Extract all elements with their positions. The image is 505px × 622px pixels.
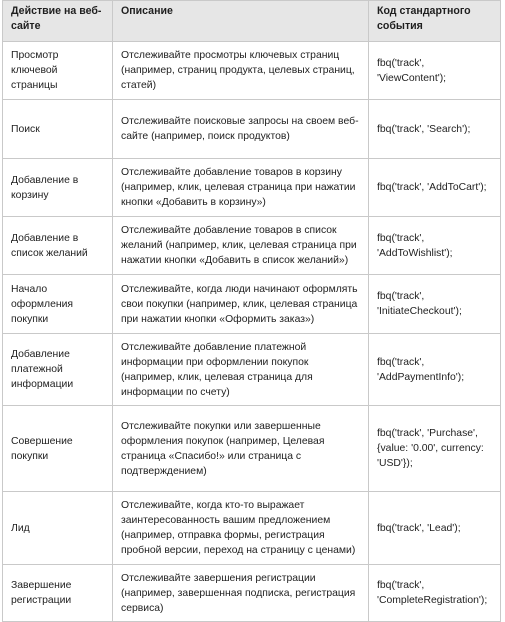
action-cell: Начало оформления покупки xyxy=(3,275,113,334)
table-row xyxy=(3,334,501,406)
header-action: Действие на веб-сайте xyxy=(3,1,113,42)
table-body xyxy=(3,42,501,622)
description-cell: Отслеживайте, когда люди начинают оформлять свои покупки (например, клик, целевая страница при нажатии кнопки «Оформить заказ») xyxy=(113,275,369,334)
header-code: Код стандартного события xyxy=(369,1,501,42)
action-cell: Лид xyxy=(3,492,113,565)
table-row xyxy=(3,275,501,334)
code-cell: fbq('track', 'AddPaymentInfo'); xyxy=(369,334,501,406)
code-cell: fbq('track', 'Lead'); xyxy=(369,492,501,565)
header-row xyxy=(3,1,501,42)
description-cell: Отслеживайте добавление товаров в корзину (например, клик, целевая страница при нажатии кнопки «Добавить в корзину») xyxy=(113,159,369,217)
code-cell: fbq('track', 'AddToCart'); xyxy=(369,159,501,217)
description-cell: Отслеживайте добавление платежной информации при оформлении покупок (например, клик, целевая страница для информации по счету) xyxy=(113,334,369,406)
table-row xyxy=(3,492,501,565)
action-cell: Поиск xyxy=(3,100,113,159)
action-cell: Добавление платежной информации xyxy=(3,334,113,406)
code-cell: fbq('track', 'ViewContent'); xyxy=(369,42,501,100)
action-cell: Добавление в список желаний xyxy=(3,217,113,275)
description-cell: Отслеживайте, когда кто-то выражает заинтересованность вашим предложением (например, отправка формы, регистрация пробной версии, переход на страницу с ценами) xyxy=(113,492,369,565)
header-description: Описание xyxy=(113,1,369,42)
code-cell: fbq('track', 'Search'); xyxy=(369,100,501,159)
table-row xyxy=(3,100,501,159)
table-row xyxy=(3,159,501,217)
description-cell: Отслеживайте поисковые запросы на своем веб-сайте (например, поиск продуктов) xyxy=(113,100,369,159)
table-row xyxy=(3,406,501,492)
action-cell: Добавление в корзину xyxy=(3,159,113,217)
table-header xyxy=(3,1,501,42)
description-cell: Отслеживайте завершения регистрации (например, завершенная подписка, регистрация сервиса) xyxy=(113,565,369,622)
description-cell: Отслеживайте добавление товаров в список желаний (например, клик, целевая страница при нажатии кнопки «Добавить в список желаний») xyxy=(113,217,369,275)
action-cell: Просмотр ключевой страницы xyxy=(3,42,113,100)
description-cell: Отслеживайте просмотры ключевых страниц (например, страниц продукта, целевых страниц, статей) xyxy=(113,42,369,100)
table-row xyxy=(3,565,501,622)
code-cell: fbq('track', 'CompleteRegistration'); xyxy=(369,565,501,622)
code-cell: fbq('track', 'AddToWishlist'); xyxy=(369,217,501,275)
events-table xyxy=(2,0,501,622)
table-row xyxy=(3,217,501,275)
code-cell: fbq('track', 'Purchase', {value: '0.00', currency: 'USD'}); xyxy=(369,406,501,492)
description-cell: Отслеживайте покупки или завершенные оформления покупок (например, Целевая страница «Спасибо!» или страница с подтверждением) xyxy=(113,406,369,492)
action-cell: Совершение покупки xyxy=(3,406,113,492)
table-row xyxy=(3,42,501,100)
code-cell: fbq('track', 'InitiateCheckout'); xyxy=(369,275,501,334)
action-cell: Завершение регистрации xyxy=(3,565,113,622)
